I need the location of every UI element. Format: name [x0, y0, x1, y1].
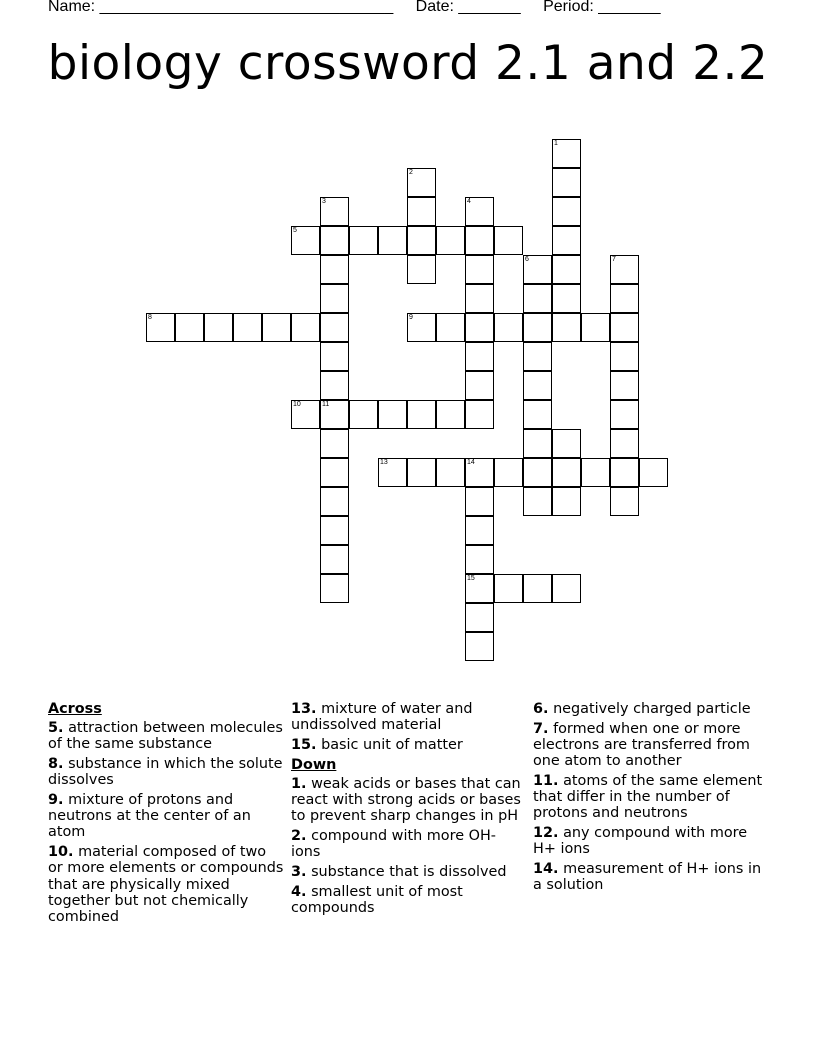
- down-clue-4: [291, 884, 527, 916]
- grid-cell[interactable]: [436, 400, 465, 429]
- grid-cell[interactable]: [610, 313, 639, 342]
- grid-cell[interactable]: [552, 429, 581, 458]
- grid-cell[interactable]: [436, 313, 465, 342]
- clue-number: 12.: [533, 824, 559, 841]
- down-clue-1: [291, 776, 527, 825]
- grid-cell[interactable]: [320, 313, 349, 342]
- grid-cell[interactable]: [320, 574, 349, 603]
- grid-cell[interactable]: [494, 313, 523, 342]
- name-field[interactable]: Name: _________________________________: [48, 0, 394, 15]
- across-clue-8: [48, 756, 284, 788]
- cell-number: 9: [409, 314, 413, 321]
- clues-column-1: [48, 701, 284, 929]
- grid-cell[interactable]: [320, 197, 349, 226]
- down-clue-6: [533, 701, 769, 717]
- down-clue-3: [291, 864, 527, 880]
- grid-cell[interactable]: [465, 487, 494, 516]
- cell-number: 2: [409, 169, 413, 176]
- date-field[interactable]: Date: _______: [415, 0, 521, 15]
- grid-cell[interactable]: [320, 400, 349, 429]
- grid-cell[interactable]: [465, 313, 494, 342]
- grid-cell[interactable]: [610, 284, 639, 313]
- grid-cell[interactable]: [291, 313, 320, 342]
- clue-text: weak acids or bases that can react with strong acids or bases to prevent sharp changes in pH: [291, 775, 521, 825]
- period-field[interactable]: Period: _______: [543, 0, 661, 15]
- clue-text: any compound with more H+ ions: [533, 824, 748, 858]
- grid-cell[interactable]: [552, 487, 581, 516]
- page-title: biology crossword 2.1 and 2.2: [47, 36, 769, 91]
- grid-cell[interactable]: [407, 313, 436, 342]
- clue-text: negatively charged particle: [553, 701, 751, 717]
- clue-number: 4.: [291, 883, 307, 900]
- grid-cell[interactable]: [320, 487, 349, 516]
- cell-number: 8: [148, 314, 152, 321]
- grid-cell[interactable]: [378, 400, 407, 429]
- cell-number: 7: [612, 256, 616, 263]
- grid-cell[interactable]: [262, 313, 291, 342]
- grid-cell[interactable]: [378, 458, 407, 487]
- grid-cell[interactable]: [291, 226, 320, 255]
- grid-cell[interactable]: [233, 313, 262, 342]
- clue-text: compound with more OH- ions: [291, 827, 496, 861]
- grid-cell[interactable]: [465, 226, 494, 255]
- grid-cell[interactable]: [465, 284, 494, 313]
- grid-cell[interactable]: [465, 516, 494, 545]
- clue-number: 10.: [48, 844, 74, 861]
- grid-cell[interactable]: [291, 400, 320, 429]
- clue-number: 15.: [291, 736, 317, 753]
- grid-cell[interactable]: [407, 197, 436, 226]
- grid-cell[interactable]: [523, 487, 552, 516]
- grid-cell[interactable]: [639, 458, 668, 487]
- grid-cell[interactable]: [175, 313, 204, 342]
- grid-cell[interactable]: [523, 429, 552, 458]
- grid-cell[interactable]: [523, 371, 552, 400]
- clue-text: measurement of H+ ions in a solution: [533, 860, 762, 894]
- down-clue-11: [533, 773, 769, 822]
- grid-cell[interactable]: [610, 400, 639, 429]
- clue-text: substance in which the solute dissolves: [48, 756, 283, 789]
- grid-cell[interactable]: [523, 458, 552, 487]
- clue-number: 8.: [48, 756, 64, 773]
- grid-cell[interactable]: [320, 545, 349, 574]
- grid-cell[interactable]: [552, 139, 581, 168]
- clue-number: 11.: [533, 772, 559, 789]
- grid-cell[interactable]: [349, 226, 378, 255]
- grid-cell[interactable]: [523, 400, 552, 429]
- clues-column-2: [291, 701, 527, 919]
- clue-text: mixture of protons and neutrons at the center of an atom: [48, 792, 251, 841]
- cell-number: 13: [380, 459, 388, 466]
- grid-cell[interactable]: [465, 632, 494, 661]
- down-heading: Down: [291, 756, 337, 773]
- grid-cell[interactable]: [320, 516, 349, 545]
- across-heading: Across: [48, 701, 102, 717]
- grid-cell[interactable]: [465, 400, 494, 429]
- cell-number: 14: [467, 459, 475, 466]
- cell-number: 5: [293, 227, 297, 234]
- clue-text: mixture of water and undissolved material: [291, 701, 473, 734]
- grid-cell[interactable]: [349, 400, 378, 429]
- grid-cell[interactable]: [494, 574, 523, 603]
- grid-cell[interactable]: [465, 574, 494, 603]
- grid-cell[interactable]: [320, 255, 349, 284]
- grid-cell[interactable]: [204, 313, 233, 342]
- grid-cell[interactable]: [523, 255, 552, 284]
- grid-cell[interactable]: [552, 255, 581, 284]
- grid-cell[interactable]: [320, 429, 349, 458]
- down-clue-7: [533, 721, 769, 770]
- cell-number: 4: [467, 198, 471, 205]
- grid-cell[interactable]: [465, 545, 494, 574]
- clue-text: smallest unit of most compounds: [291, 883, 463, 916]
- grid-cell[interactable]: [320, 371, 349, 400]
- grid-cell[interactable]: [465, 603, 494, 632]
- grid-cell[interactable]: [146, 313, 175, 342]
- grid-cell[interactable]: [465, 458, 494, 487]
- clue-number: 3.: [291, 863, 307, 880]
- clue-text: attraction between molecules of the same substance: [48, 720, 283, 753]
- grid-cell[interactable]: [465, 197, 494, 226]
- cell-number: 11: [322, 401, 330, 408]
- grid-cell[interactable]: [552, 284, 581, 313]
- cell-number: 3: [322, 198, 326, 205]
- down-clue-14: [533, 861, 769, 893]
- grid-cell[interactable]: [552, 574, 581, 603]
- clue-text: substance that is dissolved: [311, 863, 507, 880]
- grid-cell[interactable]: [610, 371, 639, 400]
- grid-cell[interactable]: [610, 255, 639, 284]
- grid-cell[interactable]: [407, 400, 436, 429]
- across-clue-9: [48, 792, 284, 841]
- cell-number: 10: [293, 401, 301, 408]
- grid-cell[interactable]: [494, 458, 523, 487]
- cell-number: 15: [467, 575, 475, 582]
- grid-cell[interactable]: [581, 458, 610, 487]
- clue-number: 9.: [48, 792, 64, 809]
- grid-cell[interactable]: [407, 458, 436, 487]
- grid-cell[interactable]: [581, 313, 610, 342]
- grid-cell[interactable]: [465, 371, 494, 400]
- clue-number: 2.: [291, 827, 307, 844]
- grid-cell[interactable]: [320, 342, 349, 371]
- clue-text: material composed of two or more elements or compounds that are physically mixed together but not chemically combined: [48, 844, 284, 925]
- across-clue-5: [48, 720, 284, 752]
- down-clue-12: [533, 825, 769, 857]
- grid-cell[interactable]: [523, 574, 552, 603]
- clue-number: 13.: [291, 701, 317, 717]
- grid-cell[interactable]: [407, 168, 436, 197]
- clues-column-3: [533, 701, 769, 897]
- grid-cell[interactable]: [552, 168, 581, 197]
- clue-number: 5.: [48, 720, 64, 737]
- clue-number: 1.: [291, 775, 307, 792]
- clue-text: formed when one or more electrons are transferred from one atom to another: [533, 720, 750, 770]
- clue-number: 7.: [533, 720, 549, 737]
- clue-text: basic unit of matter: [321, 736, 463, 753]
- across-clue-15: [291, 737, 527, 753]
- grid-cell[interactable]: [465, 255, 494, 284]
- grid-cell[interactable]: [610, 458, 639, 487]
- grid-cell[interactable]: [610, 342, 639, 371]
- grid-cell[interactable]: [523, 284, 552, 313]
- cell-number: 6: [525, 256, 529, 263]
- grid-cell[interactable]: [407, 226, 436, 255]
- grid-cell[interactable]: [610, 429, 639, 458]
- grid-cell[interactable]: [523, 313, 552, 342]
- grid-cell[interactable]: [523, 342, 552, 371]
- grid-cell[interactable]: [436, 226, 465, 255]
- cell-number: 1: [554, 140, 558, 147]
- grid-cell[interactable]: [552, 313, 581, 342]
- clue-number: 6.: [533, 701, 549, 717]
- grid-cell[interactable]: [436, 458, 465, 487]
- grid-cell[interactable]: [320, 226, 349, 255]
- grid-cell[interactable]: [378, 226, 407, 255]
- grid-cell[interactable]: [552, 226, 581, 255]
- grid-cell[interactable]: [320, 458, 349, 487]
- clue-text: atoms of the same element that differ in the number of protons and neutrons: [533, 772, 763, 822]
- grid-cell[interactable]: [552, 197, 581, 226]
- grid-cell[interactable]: [465, 342, 494, 371]
- across-clue-10: [48, 844, 284, 925]
- grid-cell[interactable]: [494, 226, 523, 255]
- across-clue-13: [291, 701, 527, 733]
- grid-cell[interactable]: [552, 458, 581, 487]
- grid-cell[interactable]: [610, 487, 639, 516]
- grid-cell[interactable]: [407, 255, 436, 284]
- down-clue-2: [291, 828, 527, 860]
- grid-cell[interactable]: [320, 284, 349, 313]
- clue-number: 14.: [533, 860, 559, 877]
